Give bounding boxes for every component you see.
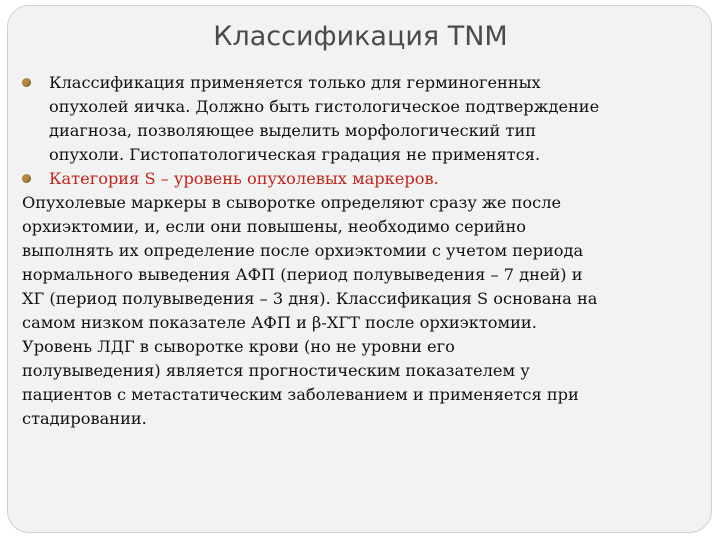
slide-body xyxy=(22,71,702,431)
bullet-text-line: Классификация применяется только для герминогенных xyxy=(49,73,541,92)
markers-paragraph xyxy=(22,191,702,431)
bullet-dot-icon xyxy=(22,174,31,183)
paragraph-line: орхиэктомии, и, если они повышены, необходимо серийно xyxy=(22,217,527,236)
paragraph-line: полувыведения) является прогностическим показателем у xyxy=(22,361,530,380)
slide-frame xyxy=(7,5,712,533)
paragraph-line: стадировании. xyxy=(22,409,147,428)
paragraph-line: нормального выведения АФП (период полувыведения – 7 дней) и xyxy=(22,265,583,284)
bullet-text-highlight: Категория S – уровень опухолевых маркеров. xyxy=(49,169,439,188)
bullet-item-category-s xyxy=(22,167,702,191)
paragraph-line: Уровень ЛДГ в сыворотке крови (но не уровни его xyxy=(22,337,455,356)
paragraph-line: Опухолевые маркеры в сыворотке определяют сразу же после xyxy=(22,193,562,212)
bullet-text-line: диагноза, позволяющее выделить морфологический тип xyxy=(49,121,537,140)
slide-title: Классификация TNM xyxy=(213,21,508,52)
bullet-text-line: опухоли. Гистопатологическая градация не применятся. xyxy=(49,145,541,164)
paragraph-line: ХГ (период полувыведения – 3 дня). Классификация S основана на xyxy=(22,289,598,308)
paragraph-line: пациентов с метастатическим заболеванием и применяется при xyxy=(22,385,579,404)
paragraph-line: выполнять их определение после орхиэктомии с учетом периода xyxy=(22,241,584,260)
paragraph-line: самом низком показателе АФП и β-ХГТ после орхиэктомии. xyxy=(22,313,537,332)
bullet-dot-icon xyxy=(22,78,31,87)
bullet-item-classification xyxy=(22,71,702,167)
bullet-text-line: опухолей яичка. Должно быть гистологическое подтверждение xyxy=(49,97,600,116)
